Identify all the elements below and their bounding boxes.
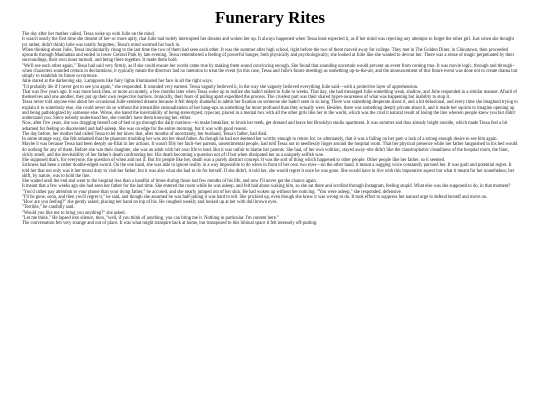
paragraph: She waited until the end and went to the hospital less than a handful of times during those last few months of his life, and now I'll never get the chance again. xyxy=(22,179,317,184)
paragraph: Tessa never told anyone else about her occasional Julie-centered dreams because it felt deeply shameful to admit her fixation on someone she hadn't seen in so long. There was something desperate about it, and a bit delusional, and every time she imagined trying to explain it to somebody else, she could never do so without the irresistible rationalization of her hang-ups as something far more profound than they actually were. Besides, there was something deeply private about it, and it made her squirm to imagine opening up and being pathologized by someone else. Worse, she hated the inevitability of being stereotyped, typecast, placed in a mental box with all the other girls like her in the world, which was the crud it natural result of losing the line wherein people knew you but didn't understand you. Since nobody understood her, she couldn't have them knowing her, either. xyxy=(22,100,518,121)
paragraph: The conversation felt very strange and out of place. It was what might transpire back at home, but transposed to this liminal space it felt intensely off-putting. xyxy=(22,221,318,226)
paragraph: Now, after five years, she was dragging herself out of bed to go through the daily motions—to make breakfast, to brush her teeth, get dressed and leave her Brooklyn studio apartment. It was summer and thus already bright outside, which made Tessa feel a bit ashamed for feeling so disoriented and half-asleep. She was on edge for the entire morning, but it was with good reason. xyxy=(22,121,508,132)
paragraph: Sickness had been a rather double-edged sword. On the one hand, she was able to ignore reality in a way impossible to do when in front of her own two eyes—on the other hand, it meant a nagging voice constantly pursued her. It was guilt and potential regret. It told her that not only was it her moral duty to visit her father, but it was also what she had to do for herself. If she didn't, it told her, she would regret it once he was gone. She would have to live with this imperative aspect but what it meant for her nonetheless; her shift, by nature, was to hold the line. xyxy=(22,163,515,179)
document-body xyxy=(22,32,518,226)
paragraph: "Terrible," he candidly said. xyxy=(22,205,75,211)
paragraph: When thinking about Julie, Tessa involuntarily clung to the last time the two of them had seen each other. It was the summer after high school, right before the two of them moved away for college. They met in The Golden Diner, in Chinatown, then proceeded upwards through Manhattan and ended in lower Central Park by late evening. Tessa remembered a feeling of powerful hunger, both physically and psychologically; she looked at Julie like she wanted to devour her. There was a sense of magic perpetuated by their surroundings, their own inner turmoil, and being there together. It made them bold. xyxy=(22,47,515,64)
paragraph: "How are you feeling?" she gently asked, placing her hand on top of his. He coughed weakly and looked up at her with dull brown eyes. xyxy=(22,200,278,205)
paragraph: In some strange way, she felt ashamed that the phantom troubling her was not her dead father. As though he had not deemed her worthy enough to return for, or–alternately, that it was a failing on her part–a lack of a strong enough desire to see him again. xyxy=(22,137,498,142)
paragraph: The day before, her mother had called Tessa to let her know that, after months of uncertainty, her husband, Tessa's father, had died. xyxy=(22,131,268,137)
paragraph: "I'll be gone, soon, and then you'll regret it," he said, and though she assumed he was half-joking it was hard to tell. She prickled up, even though she knew it was wrong to do. It took effort to suppress her natural urge to defend herself and move on. xyxy=(22,194,488,200)
paragraph: It wasn't nearly the first time she dreamt of her–or more aptly, that Julie had rudely interrupted her dreams and woken her up. It always happened when Tessa least expected it, as if her mind was rejecting any attempts to forget the other girl. Just when she thought (or rather, didn't think) Julie was totally forgotten, Tessa's mind wormed her back in. xyxy=(22,37,514,48)
paragraph: Julie stared at the darkening sky. Lampposts like fairy lights illuminated her face in all the right ways. xyxy=(22,79,213,85)
paragraph: "Would you like me to bring you anything?" she asked. xyxy=(22,210,126,216)
paragraph: She supposed that's, for everyone, the question of when and not if. But for people like her, death was a purely abstract concept. It was the sort of thing which happened to other people. Other people like her father, so it seemed. xyxy=(22,158,446,163)
paragraph: That was five years ago. It was more back then, or more accurately, a few months later when Tessa woke up to realize she hadn't talked to Julie in weeks. That day, she had messaged Julie something weak, shallow, and Julie responded in a similar manner. Afraid of themselves and one another, they put up their own respective barriers. Ironically, their fears of pulling apart expedited the process. The cruelest part was their shared hyper-awareness of what was happening but inability to stop it. xyxy=(22,89,517,100)
page-title: Funerary Rites xyxy=(214,8,325,27)
paragraph: Maybe it was because Tessa had been deeply un-filial in her actions. It wasn't filly her fault–her parents, unsentimental people, had told Tessa not to needlessly linger around the hospital room. That her physical presence while her father languished in his bed would do nothing for any of them. Before she was their daughter, she was an adult with her own life to lead. But it was unfair to blame her parents. She had, of her own volition, stayed away–she didn't like the claustrophobic cleanliness of the hospital room, the faint, sickly smell, and the inevitability of her father's death confronting her. His death becoming a question not of if but when dissipated her as a uniquely selfish woe. xyxy=(22,142,518,158)
paragraph: "We'll see each other again," Tessa had said very firmly, as if she could ensure her words came true by making them sound convincing enough. She found that sounding uncertain would prevent an event from coming true. It was movie logic, through and through–when characters sounded certain in declarations, it typically meant the directors had no intention to treat the event (in this case, Tessa and Julie's future meeting) as something up-to-the-air, and the announcement of this future event was done not to create drama but simply to establish its future occurrence. xyxy=(22,63,518,79)
paragraph: It meant that a few weeks ago she had seen her father for the last time. She entered the room while he was asleep, and felt bad about waking him, so she sat there and scrolled through Instagram, feeling stupid. What else was she supposed to do, in that moment? xyxy=(22,184,511,190)
paragraph: "Let me think." He lapsed into silence, then, "well, if you think of anything, you can bring me it. Nothing in particular. I'm content here." xyxy=(22,215,279,221)
paragraph: "You'd rather pay attention to your phone than your dying father," he accused, and she nearly jumped out of her skin. He had woken up without her noticing. "You were asleep," she responded, defensive. xyxy=(22,189,402,195)
paragraph: "I'd probably die if I never got to see you again," she responded. It sounded very earnest. Tessa vaguely believed it, in the way she vaguely believed everything Julie said—with a protective layer of apprehension. xyxy=(22,84,419,90)
paragraph: The day after her mother called, Tessa woke up with Julie on the mind. xyxy=(22,32,156,37)
